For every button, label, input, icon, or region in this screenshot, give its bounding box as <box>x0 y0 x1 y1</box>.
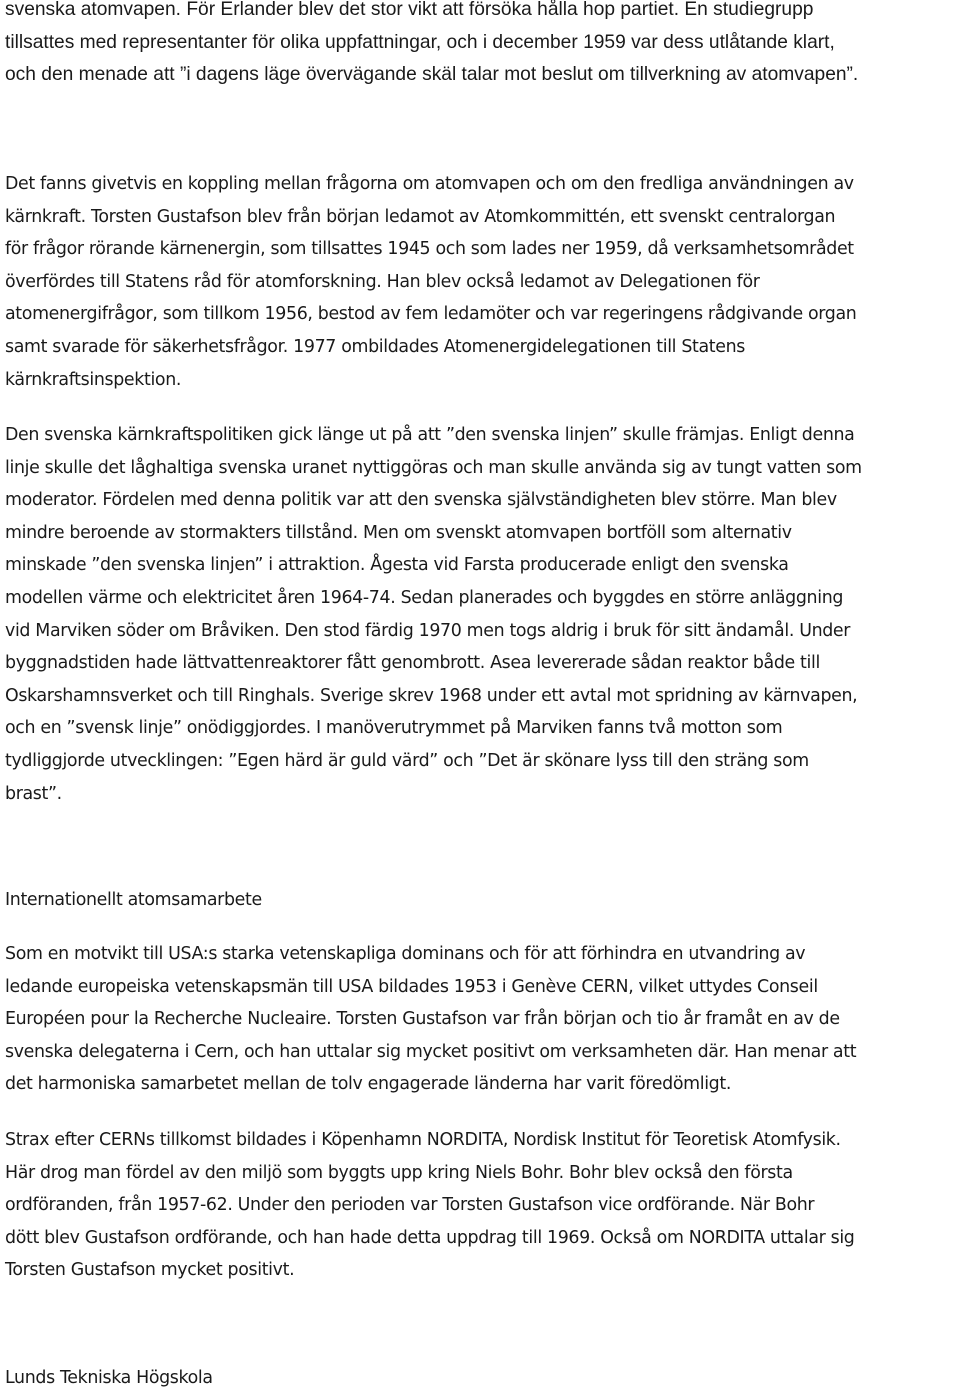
text-line: kärnkraftsinspektion. <box>5 369 182 390</box>
text-line: tydliggjorde utvecklingen: ”Egen härd är guld värd” och ”Det är skönare lyss till den sträng som <box>5 750 809 771</box>
text-line: och en ”svensk linje” onödiggjordes. I manöverutrymmet på Marviken fanns två motton som <box>5 718 783 739</box>
text-line: samt svarade för säkerhetsfrågor. 1977 ombildades Atomenergidelegationen till Statens <box>5 336 746 357</box>
text-line: mindre beroende av stormakters tillstånd. Men om svenskt atomvapen bortföll som alternativ <box>5 522 792 543</box>
paragraph-nordita <box>5 1124 960 1287</box>
heading-text: Internationellt atomsamarbete <box>5 890 262 910</box>
text-line: Det fanns givetvis en koppling mellan frågorna om atomvapen och om den fredliga användningen av <box>5 174 854 194</box>
text-line: moderator. Fördelen med denna politik var att den svenska självständigheten blev större. Man blev <box>5 490 837 511</box>
text-line: svenska atomvapen. För Erlander blev det stor vikt att försöka hålla hop partiet. En studiegrupp <box>5 0 814 20</box>
section-heading-lth <box>5 1362 960 1395</box>
text-line: Strax efter CERNs tillkomst bildades i Köpenhamn NORDITA, Nordisk Institut för Teoretisk Atomfysik. <box>5 1130 841 1150</box>
paragraph-svenska-linjen <box>5 419 960 810</box>
text-line: linje skulle det låghaltiga svenska uranet nyttiggöras och man skulle använda sig av tungt vatten som <box>5 457 862 478</box>
text-line: byggnadstiden hade lättvattenreaktorer fått genombrott. Asea levererade sådan reaktor både till <box>5 653 820 674</box>
text-line: överfördes till Statens råd för atomforskning. Han blev också ledamot av Delegationen för <box>5 271 760 292</box>
text-line: modellen värme och elektricitet åren 1964-74. Sedan planerades och byggdes en större anläggning <box>5 587 844 608</box>
text-line: atomenergifrågor, som tillkom 1956, bestod av fem ledamöter och var regeringens rådgivande organ <box>5 304 857 325</box>
text-line: Här drog man fördel av den miljö som byggts upp kring Niels Bohr. Bohr blev också den första <box>5 1162 793 1183</box>
text-line: tillsattes med representanter för olika uppfattningar, och i december 1959 var dess utlåtande klart, <box>5 31 835 53</box>
text-line: dött blev Gustafson ordförande, och han hade detta uppdrag till 1969. Också om NORDITA uttalar sig <box>5 1227 855 1248</box>
paragraph-cern <box>5 938 960 1101</box>
text-line: brast”. <box>5 783 62 804</box>
text-line: Torsten Gustafson mycket positivt. <box>5 1260 295 1281</box>
section-heading-internationellt <box>5 884 960 917</box>
paragraph-atomkommitten <box>5 168 960 396</box>
text-line: det harmoniska samarbetet mellan de tolv engagerade länderna har varit föredömligt. <box>5 1074 732 1095</box>
text-line: ordföranden, från 1957-62. Under den perioden var Torsten Gustafson vice ordförande. När Bohr <box>5 1195 815 1216</box>
text-line: Européen pour la Recherche Nucleaire. Torsten Gustafson var från början och tio år framåt en av de <box>5 1009 840 1030</box>
text-line: och den menade att ”i dagens läge övervägande skäl talar mot beslut om tillverkning av atomvapen”. <box>5 64 859 85</box>
text-line: svenska delegaterna i Cern, och han uttalar sig mycket positivt om verksamheten där. Han menar att <box>5 1041 857 1062</box>
paragraph-atomvapen-intro <box>5 0 960 92</box>
heading-text: Lunds Tekniska Högskola <box>5 1368 213 1388</box>
text-line: Den svenska kärnkraftspolitiken gick länge ut på att ”den svenska linjen” skulle främjas. Enligt denna <box>5 425 855 445</box>
text-line: Oskarshamnsverket och till Ringhals. Sverige skrev 1968 under ett avtal mot spridning av kärnvapen, <box>5 685 858 706</box>
text-line: vid Marviken söder om Bråviken. Den stod färdig 1970 men togs aldrig i bruk för sitt ändamål. Under <box>5 620 851 641</box>
text-line: kärnkraft. Torsten Gustafson blev från början ledamot av Atomkommittén, ett svenskt centralorgan <box>5 206 836 227</box>
text-line: Som en motvikt till USA:s starka vetenskapliga dominans och för att förhindra en utvandring av <box>5 944 806 964</box>
text-line: för frågor rörande kärnenergin, som tillsattes 1945 och som lades ner 1959, då verksamhetsområdet <box>5 239 854 260</box>
text-line: minskade ”den svenska linjen” i attraktion. Ågesta vid Farsta producerade enligt den svenska <box>5 555 789 576</box>
text-line: ledande europeiska vetenskapsmän till USA bildades 1953 i Genève CERN, vilket uttydes Conseil <box>5 976 818 997</box>
